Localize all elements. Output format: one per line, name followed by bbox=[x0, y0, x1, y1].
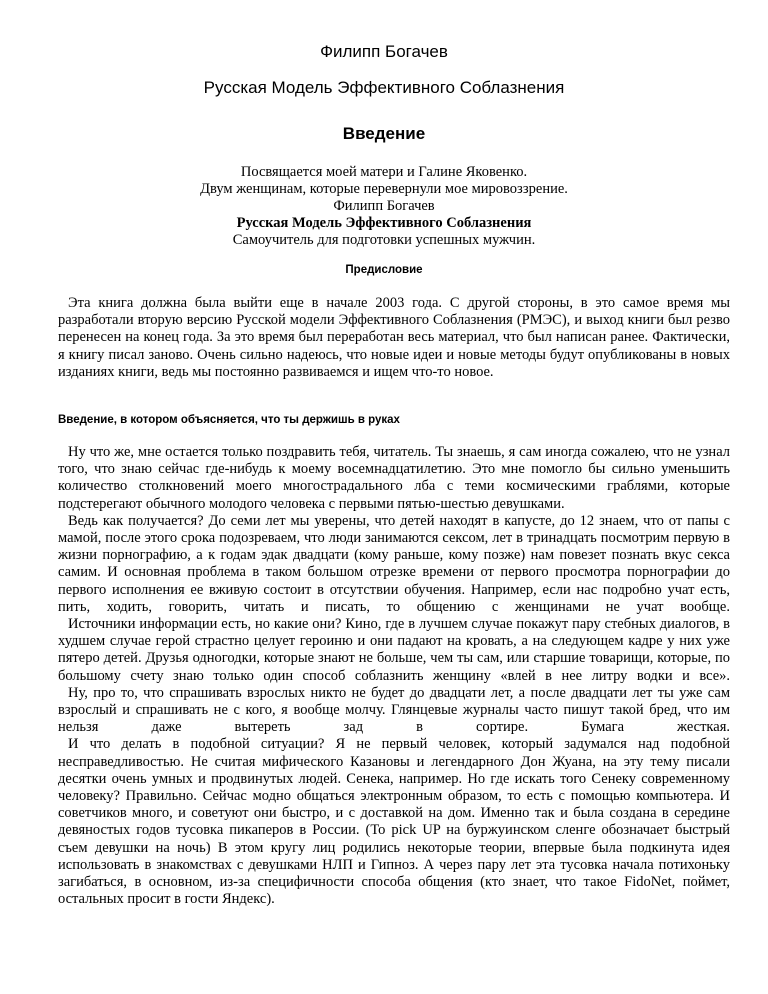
intro-body bbox=[58, 444, 730, 908]
dedication-line-1: Посвящается моей матери и Галине Яковенко. bbox=[240, 164, 528, 180]
dedication-line-4: Русская Модель Эффективного Соблазнения bbox=[236, 215, 532, 231]
author-name: Филипп Богачев bbox=[320, 42, 448, 61]
intro-paragraph-2: Ведь как получается? До семи лет мы уверены, что детей находят в капусте, до 12 знаем, что от папы с мамой, после этого срока подозреваем, что люди занимаются сексом, лет в тринадцать посмотрим первую в жизни порнографию, а к годам эдак двадцати (кому раньше, кому позже) нам повезет познать вкус секса самим. И основная проблема в таком большом отрезке времени от первого просмотра порнографии до первого исполнения ее вживую состоит в отсутствии обучения. Например, если нас подробно учат есть, пить, ходить, говорить, читать и писать, то общению с женщинами не учат вообще. bbox=[58, 512, 730, 615]
preface-paragraph: Эта книга должна была выйти еще в начале 2003 года. С другой стороны, в это самое время мы разработали вторую версию Русской модели Эффективного Соблазнения (РМЭС), и выход книги был резво перенесен на конец года. За это время был переработан весь материал, что был написан ранее. Фактически, я книгу писал заново. Очень сильно надеюсь, что новые идеи и новые методы будут опубликованы в новых изданиях книги, ведь мы постоянно развиваемся и ищем что-то новое. bbox=[58, 295, 730, 380]
intro-paragraph-3: Источники информации есть, но какие они? Кино, где в лучшем случае покажут пару стебных диалогов, в худшем случае герой страстно целует героиню и они падают на кровать, а на следующем кадре у них уже пятеро детей. Друзья одногодки, которые знают не больше, чем ты сам, или старшие товарищи, которые, по большому счету знаю только один способ соблазнить женщину «влей в нее литру водки и все». bbox=[58, 616, 730, 684]
chapter-title: Введение bbox=[342, 124, 426, 143]
intro-paragraph-1: Ну что же, мне остается только поздравить тебя, читатель. Ты знаешь, я сам иногда сожалею, что не узнал того, что знаю сейчас где-нибудь к моему восемнадцатилетию. Это мне помогло бы сильно уменьшить количество столкновений моего многострадального лба с теми космическими граблями, которые подстерегают обычного молодого человека с первыми пятью-шестью девушками. bbox=[58, 444, 730, 512]
intro-paragraph-4: Ну, про то, что спрашивать взрослых никто не будет до двадцати лет, а после двадцати лет ты уже сам взрослый и спрашивать не с кого, я вообще молчу. Глянцевые журналы часто пишут такой бред, что им нельзя даже вытереть зад в сортире. Бумага жесткая. bbox=[58, 684, 730, 736]
book-title: Русская Модель Эффективного Соблазнения bbox=[203, 78, 565, 97]
dedication-line-3: Филипп Богачев bbox=[333, 198, 435, 214]
dedication-line-2: Двум женщинам, которые перевернули мое мировоззрение. bbox=[200, 181, 568, 197]
preface-body bbox=[58, 295, 730, 381]
preface-heading: Предисловие bbox=[345, 264, 423, 276]
intro-heading: Введение, в котором объясняется, что ты держишь в руках bbox=[58, 414, 400, 426]
intro-paragraph-5: И что делать в подобной ситуации? Я не первый человек, который задумался над подобной несправедливостью. Не считая мифического Казановы и легендарного Дон Жуана, на эту тему писали десятки очень умных и продвинутых людей. Сенека, например. Но где искать того Сенеку современному человеку? Правильно. Сейчас модно общаться электронным образом, то есть с помощью компьютера. И советчиков много, и советуют они быстро, и с доставкой на дом. Именно так и была создана в середине девяностых годов тусовка пикаперов в России. (To pick UP на буржуинском сленге обозначает быстрый съем девушки на ночь) В этом кругу лиц родились некоторые теории, впервые была подкинута идея использовать в знакомствах с девушками НЛП и Гипноз. А через пару лет эта тусовка начала потихоньку загибаться, в основном, из-за специфичности способа общения (кто знает, что такое FidoNet, поймет, остальных просит в гости Яндекс). bbox=[58, 736, 730, 908]
dedication-line-5: Самоучитель для подготовки успешных мужчин. bbox=[232, 232, 536, 248]
